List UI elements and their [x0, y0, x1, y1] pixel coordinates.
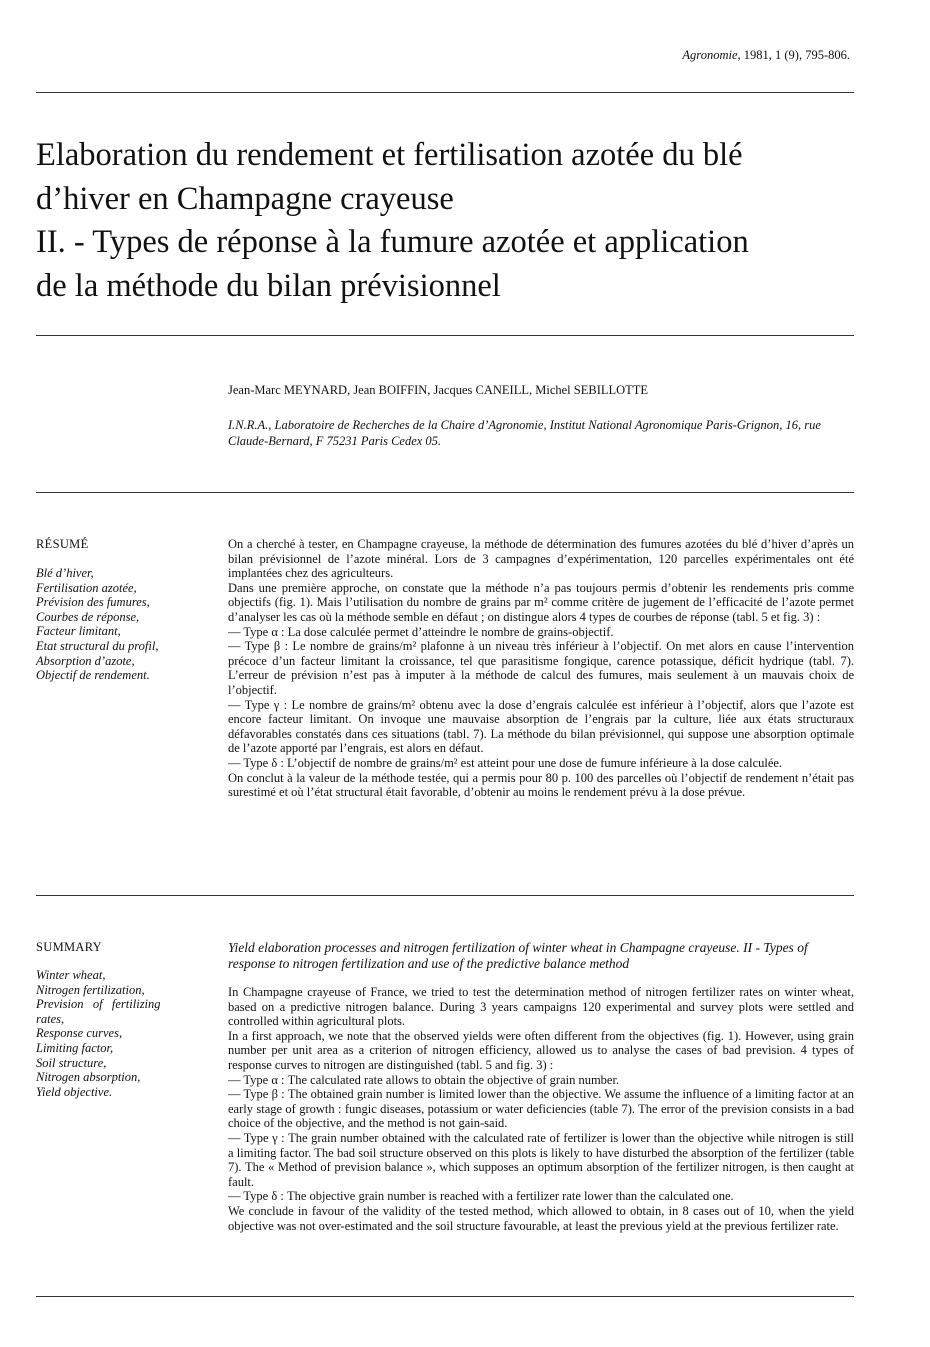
summary-title: Yield elaboration processes and nitrogen fertilization of winter wheat in Champagne crayeuse. II - Types of response to nitrogen fertilization and use of the predictive balance method	[228, 940, 808, 971]
summary-paragraph: — Type δ : The objective grain number is reached with a fertilizer rate lower than the calculated one.	[228, 1189, 734, 1204]
affiliation: I.N.R.A., Laboratoire de Recherches de la Chaire d’Agronomie, Institut National Agronomique Paris-Grignon, 16, rue Claude-Bernard, F 75231 Paris Cedex 05.	[228, 418, 821, 448]
summary-heading: SUMMARY	[36, 940, 103, 954]
citation-details: 1981, 1 (9), 795-806.	[740, 48, 850, 62]
resume-heading: RÉSUMÉ	[36, 537, 89, 551]
keyword: Nitrogen absorption,	[36, 1070, 141, 1085]
keyword: Fertilisation azotée,	[36, 580, 137, 595]
keyword: Yield objective.	[36, 1084, 113, 1099]
keyword: Winter wheat,	[36, 968, 106, 982]
resume-paragraph: — Type γ : Le nombre de grains/m² obtenu avec la dose d’engrais calculée est inférieur à l’objectif, alors que l’azote est encore facteur limitant. On invoque une mauvaise absorption de l’engrais par la culture, liée aux états structuraux défavorables constatés dans ces situations (tabl. 7). La méthode du bilan prévisionnel, qui suppose une absorption optimale de l’azote apporté par l’engrais, est alors en défaut.	[228, 697, 854, 756]
resume-paragraph: — Type δ : L’objectif de nombre de grains/m² est atteint pour une dose de fumure inférieure à la dose calculée.	[228, 755, 783, 770]
keyword: Response curves,	[36, 1026, 123, 1041]
resume-paragraph: On conclut à la valeur de la méthode testée, qui a permis pour 80 p. 100 des parcelles où l’objectif de rendement n’était pas surestimé et où l’état structural était favorable, d’obtenir au moins le rendement prévu à la dose prévue.	[228, 770, 854, 800]
summary-keywords	[36, 968, 186, 1099]
keyword: Nitrogen fertilization,	[36, 982, 145, 997]
author-list: Jean-Marc MEYNARD, Jean BOIFFIN, Jacques CANEILL, Michel SEBILLOTTE	[228, 383, 649, 397]
keyword: Objectif de rendement.	[36, 668, 150, 683]
summary-paragraph: In Champagne crayeuse of France, we tried to test the determination method of nitrogen fertilizer rates on winter wheat, based on a predictive nitrogen balance. During 3 years campaigns 120 experimental and survey plots were settled and controlled within agricultural plots.	[228, 985, 854, 1029]
title-line-3: II. - Types de réponse à la fumure azotée et application	[36, 224, 749, 260]
resume-paragraph: On a cherché à tester, en Champagne crayeuse, la méthode de détermination des fumures azotées du blé d’hiver d’après un bilan prévisionnel de l’azote minéral. Lors de 3 campagnes d’expérimentation, 120 parcelles expérimentales ont été implantées chez des agriculteurs.	[228, 537, 854, 581]
keyword: Limiting factor,	[36, 1040, 114, 1055]
resume-rule	[36, 895, 854, 896]
journal-citation	[682, 48, 850, 63]
summary-paragraph: In a first approach, we note that the observed yields were often different from the objectives (fig. 1). However, using grain number per unit area as a criterion of nitrogen efficiency, allowed us to analyse the cases of bad prevision. 4 types of response curves to nitrogen are distinguished (tabl. 5 and fig. 3) :	[228, 1028, 854, 1072]
resume-paragraph: — Type α : La dose calculée permet d’atteindre le nombre de grains-objectif.	[228, 624, 614, 639]
keyword: Blé d’hiver,	[36, 566, 94, 580]
keyword: Soil structure,	[36, 1055, 107, 1070]
keyword: rates,	[36, 1011, 65, 1026]
keyword: Prévision des fumures,	[36, 595, 150, 610]
summary-paragraph: — Type α : The calculated rate allows to obtain the objective of grain number.	[228, 1072, 620, 1087]
resume-paragraph: — Type β : Le nombre de grains/m² plafonne à un niveau très inférieur à l’objectif. On met alors en cause l’intervention précoce d’un facteur limitant la croissance, tel que parasitisme fongique, carence potassique, déficit hydrique (tabl. 7). L’erreur de prévision n’est pas à imputer à la méthode de calcul des fumures, mais seulement à un mauvais choix de l’objectif.	[228, 639, 854, 697]
article-title	[36, 134, 866, 308]
title-line-1: Elaboration du rendement et fertilisation azotée du blé	[36, 137, 743, 173]
keyword: Courbes de réponse,	[36, 609, 140, 624]
journal-name: Agronomie,	[682, 48, 741, 62]
summary-paragraph: We conclude in favour of the validity of the tested method, which allowed to obtain, in 8 cases out of 10, when the yield objective was not over-estimated and the soil structure favourable, at least the previous yield at the previous fertilizer rate.	[228, 1203, 854, 1233]
resume-keywords	[36, 566, 186, 683]
title-line-2: d’hiver en Champagne crayeuse	[36, 180, 454, 217]
keyword: Facteur limitant,	[36, 624, 121, 639]
title-line-4: de la méthode du bilan prévisionnel	[36, 267, 501, 304]
header-rule	[36, 92, 854, 93]
title-rule	[36, 335, 854, 336]
authors-rule	[36, 492, 854, 493]
keyword: Etat structural du profil,	[36, 638, 159, 653]
keyword: Prevision of fertilizing	[36, 997, 161, 1012]
keyword: Absorption d’azote,	[36, 653, 135, 668]
resume-text	[228, 537, 854, 800]
summary-text	[228, 985, 854, 1233]
summary-paragraph: — Type γ : The grain number obtained with the calculated rate of fertilizer is lower than the objective while nitrogen is still a limiting factor. The bad soil structure observed on this plots is likely to have disturbed the absorption of the fertilizer (table 7). The « Method of prevision balance », which supposes an optimum absorption of the fertilizer nitrogen, is then caught at fault.	[228, 1130, 854, 1189]
resume-paragraph: Dans une première approche, on constate que la méthode n’a pas toujours permis d’obtenir les rendements pris comme objectifs (fig. 1). Mais l’utilisation du nombre de grains par m² comme critère de jugement de l’efficacité de l’azote permet d’analyser les cas où la méthode semble en défaut ; on distingue alors 4 types de courbes de réponse (tabl. 5 et fig. 3) :	[228, 580, 854, 624]
summary-paragraph: — Type β : The obtained grain number is limited lower than the objective. We assume the influence of a limiting factor at an early stage of growth : fungic diseases, potassium or water deficiencies (table 7). The error of the prevision consists in a bad choice of the objective, and the method is not gain-said.	[228, 1087, 854, 1131]
footer-rule	[36, 1296, 854, 1297]
